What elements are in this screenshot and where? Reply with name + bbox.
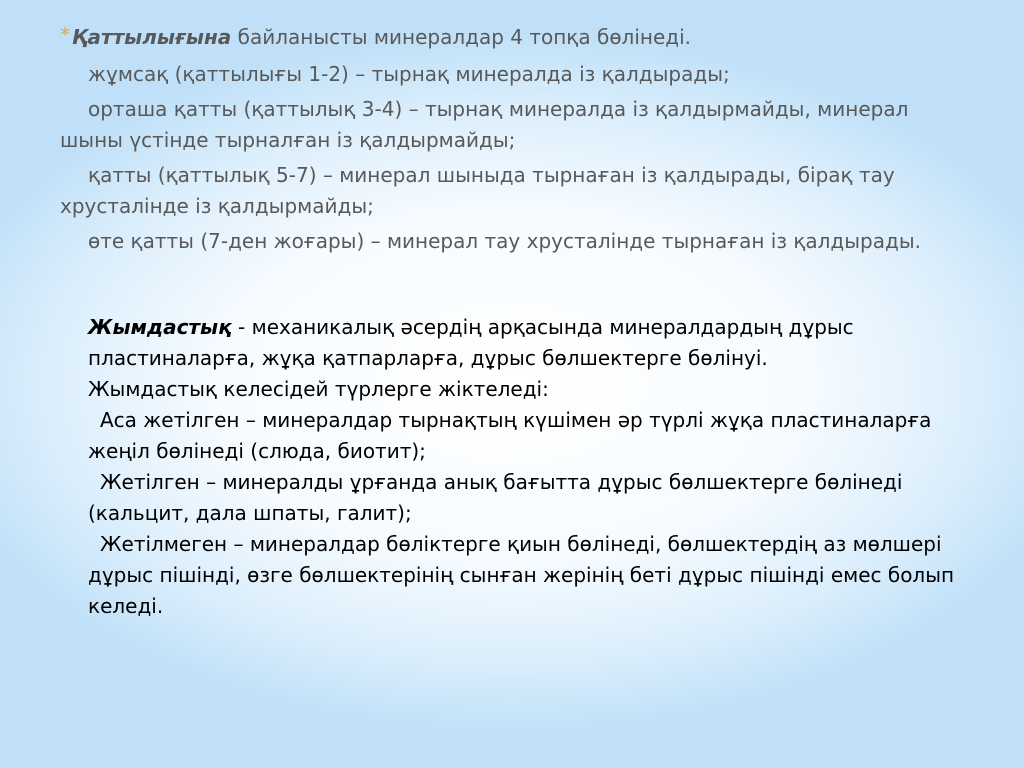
cleavage-definition: [88, 312, 968, 374]
hardness-item-medium: орташа қатты (қаттылық 3-4) – тырнақ минералда із қалдырмайды, минерал шыны үстінде тырналған із қалдырмайды;: [60, 97, 909, 152]
cleavage-section: [88, 312, 968, 622]
hardness-item-hard: қатты (қаттылық 5-7) – минерал шыныда тырнаған із қалдырады, бірақ тау хрусталінде із қалдырмайды;: [60, 163, 895, 218]
hardness-item-soft: жұмсақ (қаттылығы 1-2) – тырнақ минералда із қалдырады;: [88, 62, 730, 86]
hardness-intro-text: байланысты минералдар 4 топқа бөлінеді.: [231, 25, 692, 49]
cleavage-type-good: Жетілген – минералды ұрғанда анық бағытта дұрыс бөлшектерге бөлінеді (кальцит, дала шпаты, галит);: [88, 470, 903, 525]
hardness-intro: [60, 22, 940, 53]
hardness-item-very-hard: өте қатты (7-ден жоғары) – минерал тау хрусталінде тырнаған із қалдырады.: [88, 229, 921, 253]
hardness-section: [60, 22, 940, 261]
bullet-icon: *: [60, 23, 70, 47]
cleavage-definition-text: - механикалық әсердің арқасында минералдардың дұрыс пластиналарға, жұқа қатпарларға, дұрыс бөлшектерге бөлінуі.: [88, 315, 854, 370]
cleavage-type-perfect: Аса жетілген – минералдар тырнақтың күшімен әр түрлі жұқа пластиналарға жеңіл бөлінеді (слюда, биотит);: [88, 408, 932, 463]
cleavage-types-intro: Жымдастық келесідей түрлерге жіктеледі:: [88, 377, 549, 401]
hardness-term: Қаттылығына: [72, 25, 232, 49]
cleavage-term: Жымдастық: [88, 315, 232, 339]
cleavage-type-imperfect: Жетілмеген – минералдар бөліктерге қиын бөлінеді, бөлшектердің аз мөлшері дұрыс пішінді, өзге бөлшектерінің сынған жерінің беті дұрыс пішінді емес болып келеді.: [88, 532, 955, 618]
